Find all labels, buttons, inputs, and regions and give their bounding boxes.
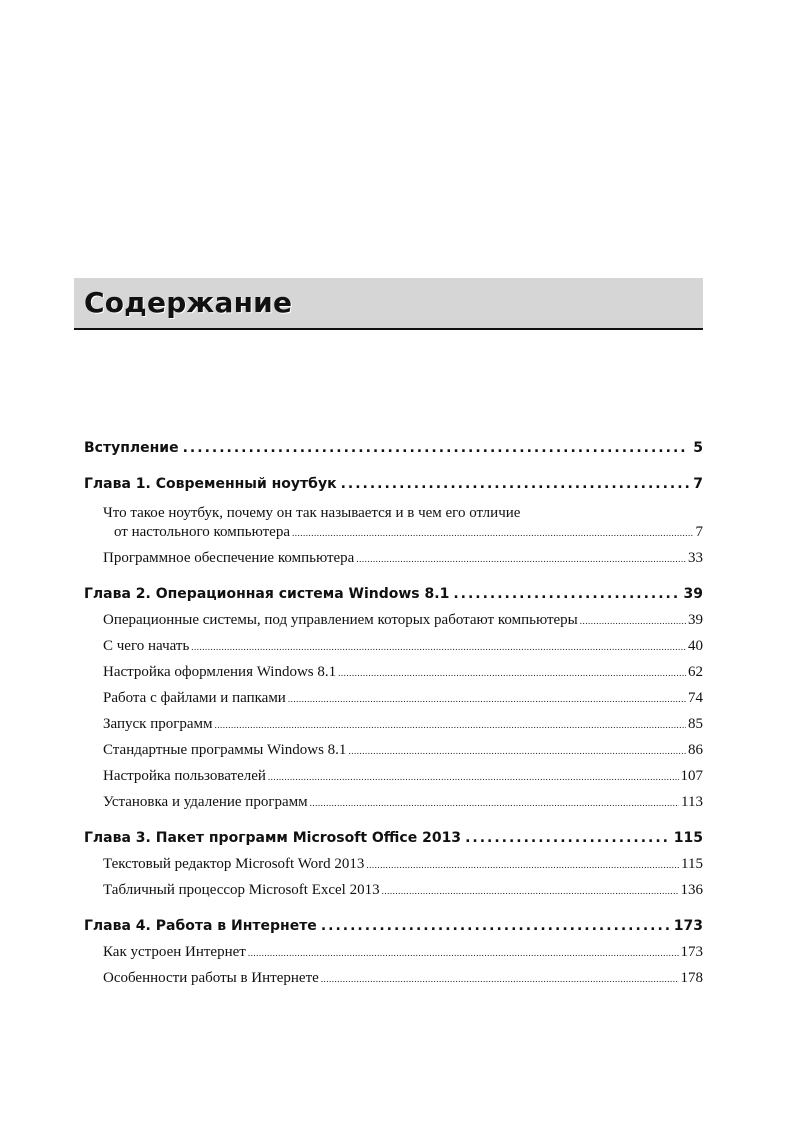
toc-entry[interactable] [84, 856, 703, 882]
entry-page: 7 [695, 524, 703, 540]
chapter-label: Глава 2. Операционная система Windows 8.1 [84, 586, 450, 602]
title-band [74, 278, 703, 330]
dot-leader [465, 830, 670, 846]
entry-page: 39 [688, 612, 703, 628]
dot-leader [580, 616, 686, 626]
toc-chapter-2[interactable] [84, 586, 703, 612]
chapter-page: 7 [693, 476, 703, 492]
toc-entry[interactable] [84, 502, 703, 550]
dot-leader [366, 860, 679, 870]
entry-label: Программное обеспечение компьютера [103, 550, 355, 566]
entry-label: Запуск программ [103, 716, 213, 732]
dot-leader [310, 798, 679, 808]
entry-page: 178 [680, 970, 703, 986]
entry-label-line1: Что такое ноутбук, почему он так называется и в чем его отличие [103, 505, 521, 521]
chapter-page: 173 [673, 918, 703, 934]
toc-entry[interactable] [84, 716, 703, 742]
entry-label: Работа с файлами и папками [103, 690, 286, 706]
toc-intro-page: 5 [693, 440, 703, 456]
dot-leader [348, 746, 686, 756]
chapter-label: Глава 1. Современный ноутбук [84, 476, 337, 492]
entry-label: Стандартные программы Windows 8.1 [103, 742, 347, 758]
chapter-label: Глава 3. Пакет программ Microsoft Office 2013 [84, 830, 462, 846]
toc-chapter-3[interactable] [84, 830, 703, 856]
entry-label: Как устроен Интернет [103, 944, 246, 960]
entry-label-line2: от настольного компьютера [114, 524, 290, 540]
toc-entry[interactable] [84, 882, 703, 908]
toc-entry[interactable] [84, 664, 703, 690]
toc-entry[interactable] [84, 970, 703, 996]
entry-label: Установка и удаление программ [103, 794, 308, 810]
entry-page: 62 [688, 664, 703, 680]
toc-entry[interactable] [84, 690, 703, 716]
entry-page: 33 [688, 550, 703, 566]
dot-leader [453, 586, 679, 602]
entry-page: 40 [688, 638, 703, 654]
dot-leader [356, 554, 686, 564]
toc-entry[interactable] [84, 612, 703, 638]
entry-page: 85 [688, 716, 703, 732]
entry-label: С чего начать [103, 638, 190, 654]
toc-chapter-1[interactable] [84, 476, 703, 502]
entry-page: 115 [681, 856, 703, 872]
table-of-contents [84, 440, 703, 996]
dot-leader [321, 918, 670, 934]
chapter-page: 39 [683, 586, 703, 602]
dot-leader [382, 886, 679, 896]
entry-label: Текстовый редактор Microsoft Word 2013 [103, 856, 365, 872]
chapter-page: 115 [673, 830, 703, 846]
entry-label: Настройка оформления Windows 8.1 [103, 664, 337, 680]
toc-intro-label: Вступление [84, 440, 179, 456]
entry-label: Табличный процессор Microsoft Excel 2013 [103, 882, 380, 898]
entry-label: Настройка пользователей [103, 768, 266, 784]
dot-leader [338, 668, 686, 678]
chapter-label: Глава 4. Работа в Интернете [84, 918, 317, 934]
entry-page: 74 [688, 690, 703, 706]
toc-entry[interactable] [84, 638, 703, 664]
toc-chapter-4[interactable] [84, 918, 703, 944]
toc-entry[interactable] [84, 550, 703, 576]
page-title: Содержание [84, 286, 293, 319]
toc-entry[interactable] [84, 944, 703, 970]
dot-leader [268, 772, 679, 782]
entry-page: 86 [688, 742, 703, 758]
toc-intro[interactable] [84, 440, 703, 466]
dot-leader [292, 528, 694, 538]
dot-leader [215, 720, 686, 730]
dot-leader [341, 476, 690, 492]
entry-page: 113 [681, 794, 703, 810]
dot-leader [183, 440, 690, 456]
dot-leader [248, 948, 679, 958]
dot-leader [191, 642, 686, 652]
entry-label: Операционные системы, под управлением которых работают компьютеры [103, 612, 578, 628]
entry-page: 136 [680, 882, 703, 898]
toc-entry[interactable] [84, 794, 703, 820]
entry-label: Особенности работы в Интернете [103, 970, 319, 986]
entry-page: 107 [680, 768, 703, 784]
toc-entry[interactable] [84, 768, 703, 794]
toc-entry[interactable] [84, 742, 703, 768]
dot-leader [288, 694, 686, 704]
entry-page: 173 [680, 944, 703, 960]
dot-leader [321, 974, 679, 984]
